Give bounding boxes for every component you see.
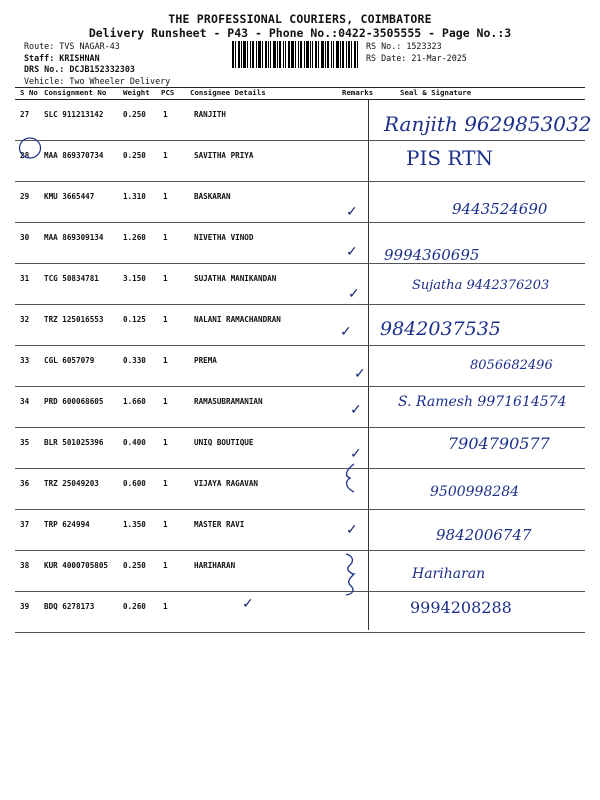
col-header-consignee: Consignee Details [190, 88, 266, 97]
signature-28: PIS RTN [406, 146, 493, 170]
cell-consignment: TCG 50834781 [44, 274, 99, 283]
cell-consignee: BASKARAN [194, 192, 231, 201]
cell-consignment: BDQ 6278173 [44, 602, 95, 611]
rs-date: RS Date: 21-Mar-2025 [366, 52, 467, 63]
cell-pcs: 1 [163, 151, 168, 160]
cell-weight: 0.250 [123, 561, 146, 570]
cell-pcs: 1 [163, 192, 168, 201]
cell-consignee: RAMASUBRAMANIAN [194, 397, 263, 406]
col-header-sno: S No [20, 88, 38, 97]
cell-weight: 3.150 [123, 274, 146, 283]
table-row [15, 551, 585, 592]
cell-weight: 0.330 [123, 356, 146, 365]
route-text: Route: TVS NAGAR-43 [24, 41, 120, 51]
cell-sno: 28 [20, 151, 30, 160]
cell-consignment: TRZ 125016553 [44, 315, 104, 324]
cell-weight: 1.660 [123, 397, 146, 406]
cell-sno: 33 [20, 356, 30, 365]
cell-sno: 35 [20, 438, 30, 447]
signature-34: S. Ramesh 9971614574 [398, 394, 567, 410]
cell-consignee: SAVITHA PRIYA [194, 151, 254, 160]
col-header-weight: Weight [123, 88, 150, 97]
col-header-seal: Seal & Signature [400, 88, 472, 97]
drs-number: DRS No.: DCJB152332303 [24, 64, 135, 74]
cell-consignee: NIVETHA VINOD [194, 233, 254, 242]
brace-mark-38 [342, 552, 360, 596]
cell-consignment: TRZ 25049203 [44, 479, 99, 488]
cell-sno: 38 [20, 561, 30, 570]
remark-tick-33: ✓ [354, 366, 366, 382]
cell-pcs: 1 [163, 356, 168, 365]
cell-consignment: BLR 501025396 [44, 438, 104, 447]
cell-weight: 1.350 [123, 520, 146, 529]
row-separator [15, 632, 585, 633]
cell-consignment: PRD 600068605 [44, 397, 104, 406]
cell-pcs: 1 [163, 479, 168, 488]
barcode-image [232, 41, 358, 68]
signature-33: 8056682496 [470, 358, 553, 373]
cell-consignment: MAA 869370734 [44, 151, 104, 160]
meta-left [24, 41, 170, 87]
cell-pcs: 1 [163, 110, 168, 119]
signature-32: 9842037535 [380, 318, 501, 340]
signature-30: 9994360695 [384, 246, 480, 264]
remark-tick-35: ✓ [350, 446, 362, 462]
cell-weight: 0.600 [123, 479, 146, 488]
remark-tick-32: ✓ [340, 324, 352, 340]
staff-text: Staff: KRISHNAN [24, 52, 100, 63]
col-header-pcs: PCS [161, 88, 175, 97]
remark-tick-30: ✓ [346, 244, 358, 260]
company-title: THE PROFESSIONAL COURIERS, COIMBATORE [168, 12, 432, 26]
cell-consignee: MASTER RAVI [194, 520, 245, 529]
remark-tick-29: ✓ [346, 204, 358, 220]
cell-sno: 34 [20, 397, 30, 406]
meta-right [366, 41, 467, 64]
cell-sno: 37 [20, 520, 30, 529]
cell-consignment: MAA 869309134 [44, 233, 104, 242]
cell-pcs: 1 [163, 397, 168, 406]
cell-consignment: TRP 624994 [44, 520, 90, 529]
cell-pcs: 1 [163, 520, 168, 529]
signature-38: Hariharan [412, 566, 486, 582]
cell-sno: 27 [20, 110, 30, 119]
cell-sno: 29 [20, 192, 30, 201]
cell-sno: 36 [20, 479, 30, 488]
brace-mark-36 [340, 462, 360, 494]
col-header-consignment: Consignment No [44, 88, 107, 97]
cell-consignee: HARIHARAN [194, 561, 236, 570]
table-row [15, 141, 585, 182]
signature-39: 9994208288 [410, 598, 512, 617]
cell-pcs: 1 [163, 561, 168, 570]
cell-consignment: KMU 3665447 [44, 192, 95, 201]
signature-31: Sujatha 9442376203 [412, 278, 550, 293]
cell-pcs: 1 [163, 315, 168, 324]
cell-pcs: 1 [163, 438, 168, 447]
cell-weight: 0.250 [123, 151, 146, 160]
cell-sno: 32 [20, 315, 30, 324]
signature-27: Ranjith 9629853032 [384, 112, 592, 136]
signature-37: 9842006747 [436, 526, 532, 544]
signature-36: 9500998284 [430, 484, 520, 500]
circle-mark-28 [18, 136, 42, 160]
cell-sno: 39 [20, 602, 30, 611]
cell-consignee: UNIQ BOUTIQUE [194, 438, 254, 447]
cell-pcs: 1 [163, 233, 168, 242]
vehicle-text: Vehicle: Two Wheeler Delivery [24, 75, 171, 86]
cell-weight: 0.125 [123, 315, 146, 324]
remark-tick-34: ✓ [350, 402, 362, 418]
col-header-remarks: Remarks [342, 88, 374, 97]
runsheet-subtitle: Delivery Runsheet - P43 - Phone No.:0422-3505555 - Page No.:3 [88, 26, 512, 40]
signature-29: 9443524690 [452, 200, 548, 218]
rs-number: RS No.: 1523323 [366, 41, 442, 51]
cell-weight: 1.260 [123, 233, 146, 242]
cell-consignee: VIJAYA RAGAVAN [194, 479, 259, 488]
cell-consignee: RANJITH [194, 110, 227, 119]
cell-consignment: KUR 4000705805 [44, 561, 109, 570]
remark-tick-39: ✓ [242, 596, 254, 612]
cell-consignee: PREMA [194, 356, 217, 365]
cell-consignment: CGL 6057079 [44, 356, 95, 365]
cell-sno: 31 [20, 274, 30, 283]
cell-weight: 0.400 [123, 438, 146, 447]
cell-consignee: SUJATHA MANIKANDAN [194, 274, 277, 283]
cell-pcs: 1 [163, 602, 168, 611]
cell-sno: 30 [20, 233, 30, 242]
cell-weight: 0.260 [123, 602, 146, 611]
cell-weight: 1.310 [123, 192, 146, 201]
table-row [15, 223, 585, 264]
remark-tick-31: ✓ [348, 286, 360, 302]
remark-tick-37: ✓ [346, 522, 358, 538]
cell-pcs: 1 [163, 274, 168, 283]
cell-consignee: NALANI RAMACHANDRAN [194, 315, 281, 324]
signature-35: 7904790577 [448, 434, 550, 453]
cell-consignment: SLC 911213142 [44, 110, 104, 119]
cell-weight: 0.250 [123, 110, 146, 119]
